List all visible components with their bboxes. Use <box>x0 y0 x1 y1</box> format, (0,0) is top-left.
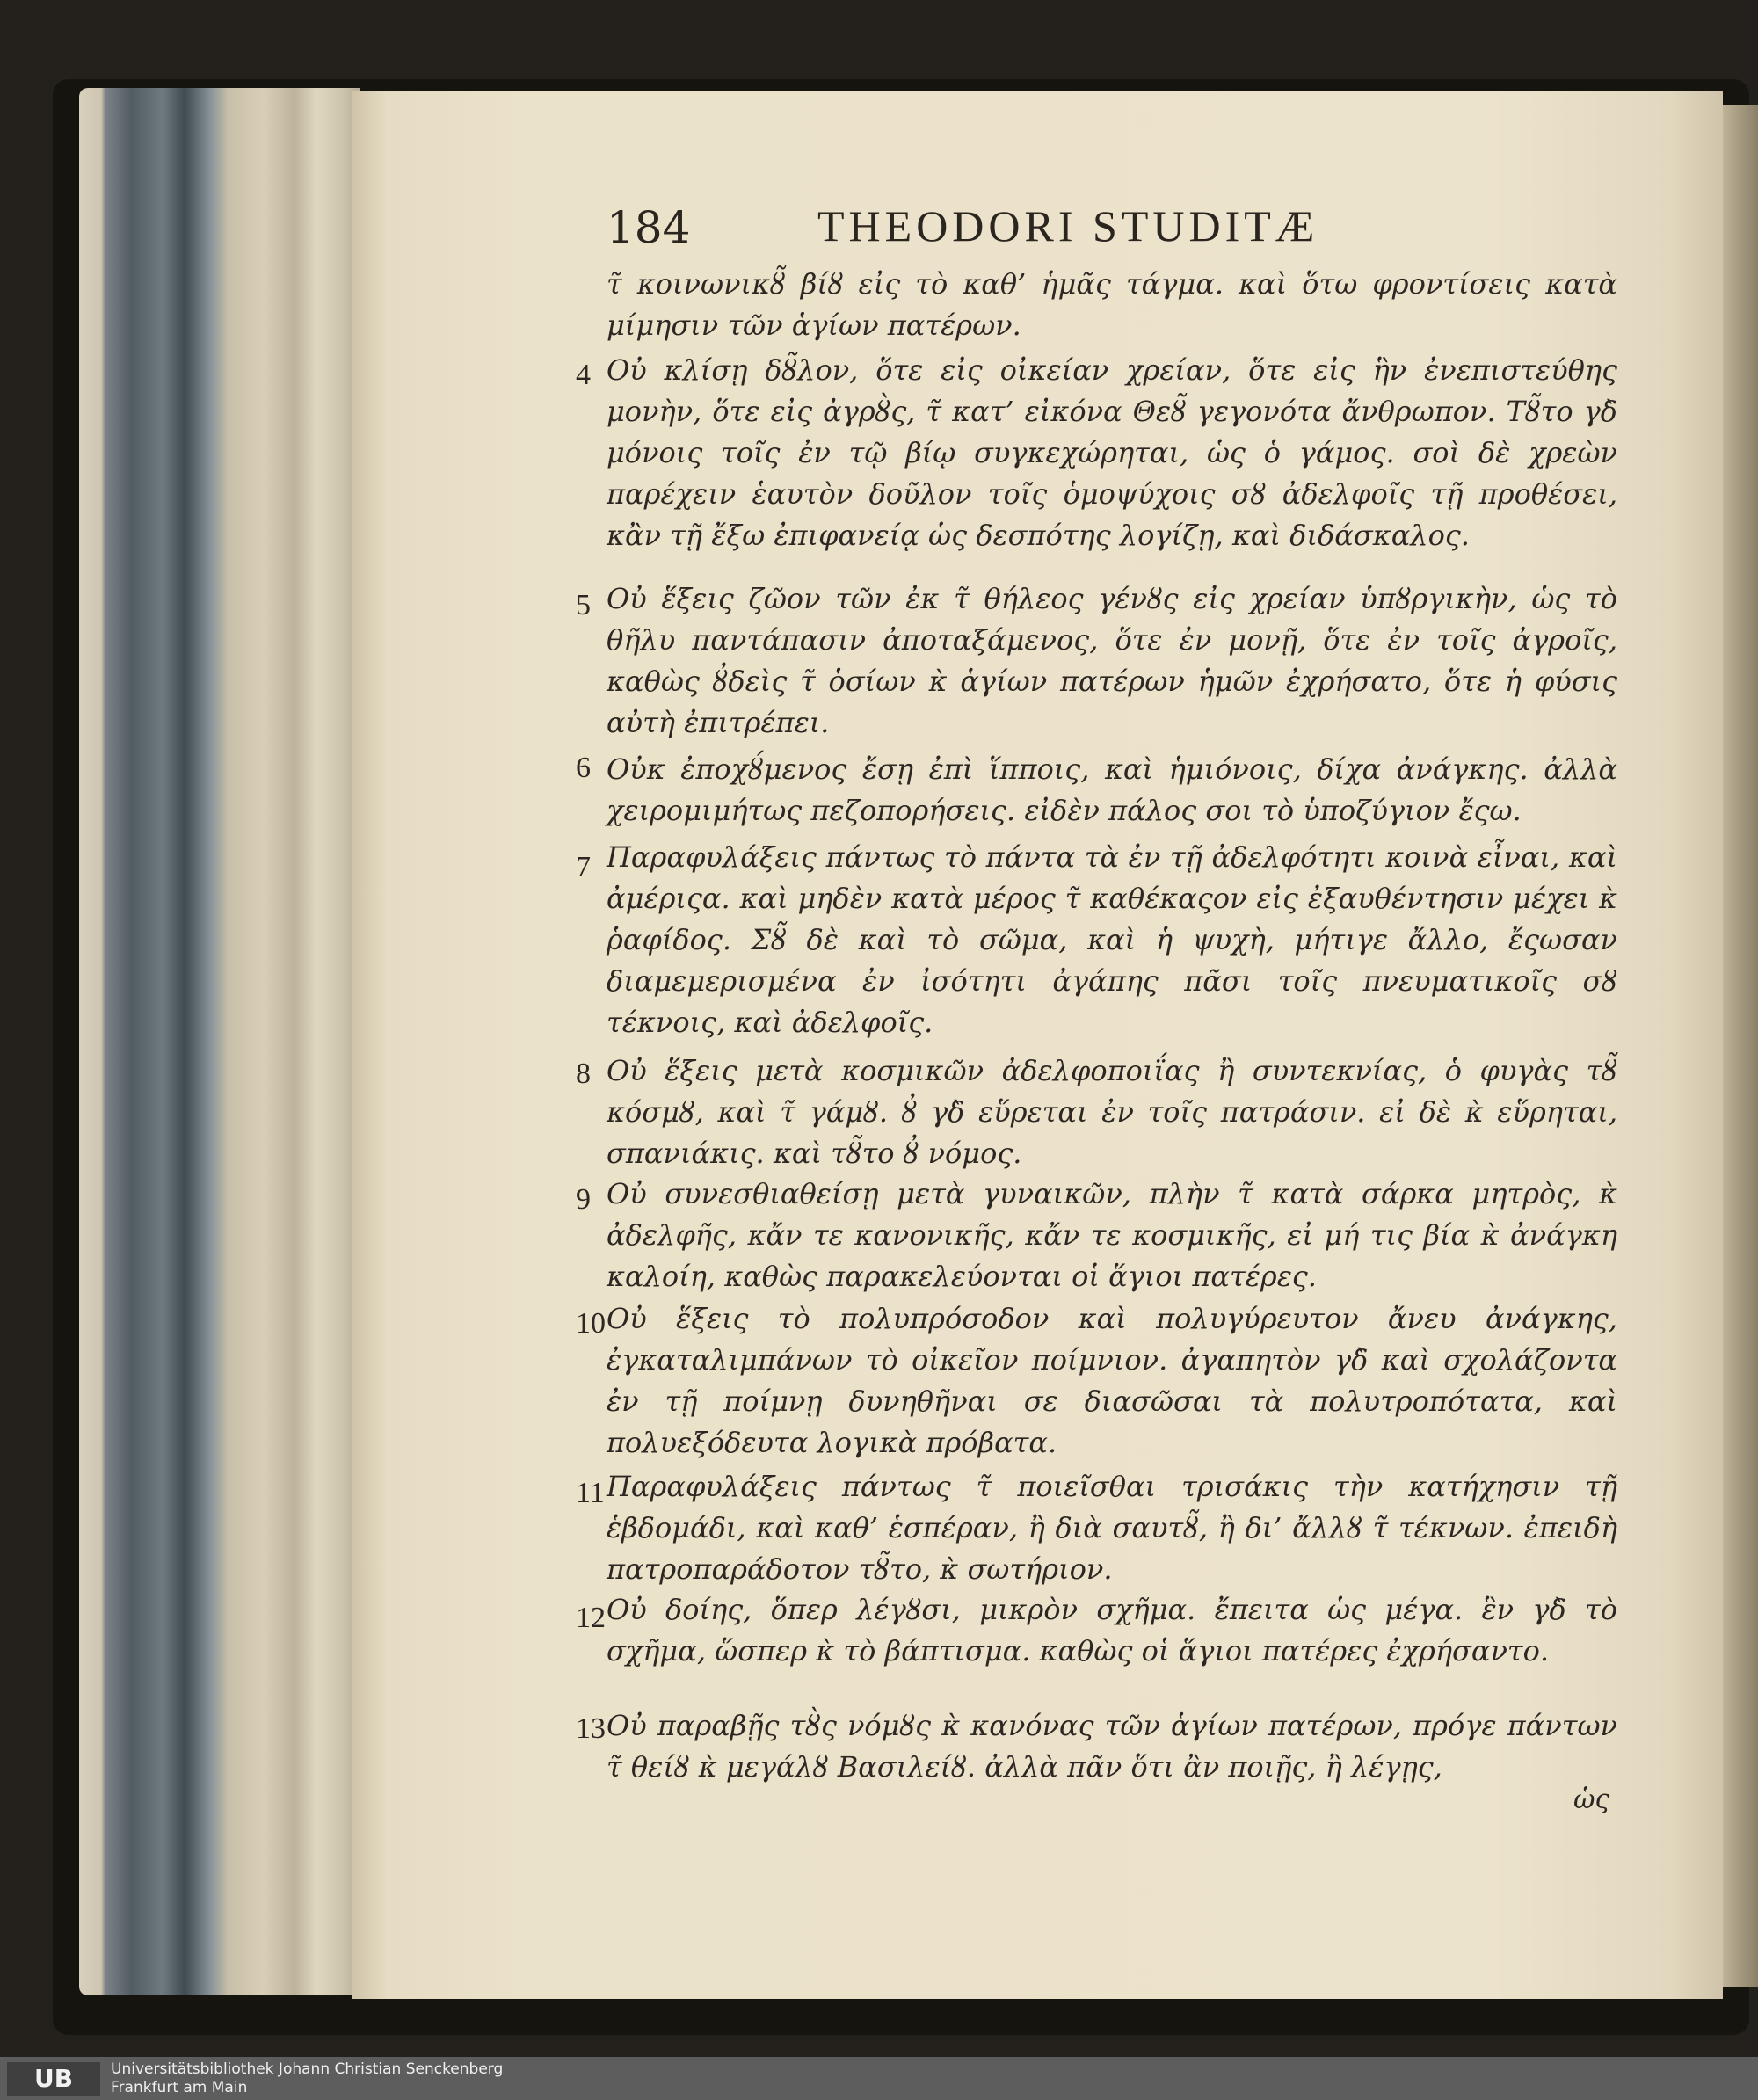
page-header <box>607 193 1661 264</box>
running-head: THEODORI STUDITÆ <box>817 201 1319 251</box>
library-footer <box>0 2057 1758 2100</box>
paragraph-number-12: 12 <box>576 1602 606 1634</box>
book-page-edges <box>79 88 360 1995</box>
paragraph-continuation: τ̃ κοινωνικȣ̃ βίȣ εἰς τὸ καθ’ ἡμᾶς τάγμα. καὶ ὅτω φροντίσεις κατὰ μίμησιν τῶν ἁγίων πατέρων. <box>607 267 1617 342</box>
paragraph-9: Οὐ συνεσθιαθείσῃ μετὰ γυναικῶν, πλὴν τ̃ κατὰ σάρκα μητρὸς, κ̀ ἀδελφῆς, κἄν τε κανονικῆς, κἄν τε κοσμικῆς, εἰ μή τις βία κ̀ ἀνάγκη καλοίη, καθὼς παρακελεύονται οἱ ἅγιοι πατέρες. <box>607 1177 1617 1293</box>
paragraph-11: Παραφυλάξεις πάντως τ̃ ποιεῖσθαι τρισάκις τὴν κατήχησιν τῇ ἑβδομάδι, καὶ καθ’ ἑσπέραν, ἢ διὰ σαυτȣ̃, ἢ δι’ ἄλλȣ τ̃ τέκνων. ἐπειδὴ πατροπαράδοτον τȣ̃το, κ̀ σωτήριον. <box>607 1470 1617 1586</box>
page-number: 184 <box>607 202 691 253</box>
paragraph-number-7: 7 <box>576 851 591 883</box>
paragraph-13: Οὐ παραβῇς τȣ̀ς νόμȣς κ̀ κανόνας τῶν ἁγίων πατέρων, πρόγε πάντων τ̃ θείȣ κ̀ μεγάλȣ Βασιλείȣ. ἀλλὰ πᾶν ὅτι ἂν ποιῇς, ἢ λέγῃς, <box>607 1709 1617 1784</box>
paragraph-number-4: 4 <box>576 359 591 391</box>
paragraph-6: Οὐκ ἐποχȣ́μενος ἔσῃ ἐπὶ ἵπποις, καὶ ἡμιόνοις, δίχα ἀνάγκης. ἀλλὰ χειρομιμήτως πεζοπορήσεις. εἰδὲν πάλος σοι τὸ ὑποζύγιον ἔςω. <box>607 752 1617 827</box>
paragraph-number-8: 8 <box>576 1057 591 1090</box>
paragraph-5: Οὐ ἕξεις ζῶον τῶν ἐκ τ̃ θήλεος γένȣς εἰς χρείαν ὑπȣργικὴν, ὡς τὸ θῆλυ παντάπασιν ἀποταξάμενος, ὅτε ἐν μονῇ, ὅτε ἐν τοῖς ἀγροῖς, καθὼς ȣ̓δεὶς τ̃ ὁσίων κ̀ ἁγίων πατέρων ἡμῶν ἐχρήσατο, ὅτε ἡ φύσις αὐτὴ ἐπιτρέπει. <box>607 582 1617 739</box>
library-location: Frankfurt am Main <box>111 2079 248 2096</box>
paragraph-8: Οὐ ἕξεις μετὰ κοσμικῶν ἀδελφοποιΐας ἢ συντεκνίας, ὁ φυγὰς τȣ̃ κόσμȣ, καὶ τ̃ γάμȣ. ȣ̓ γδ̀ εὕρεται ἐν τοῖς πατράσιν. εἰ δὲ κ̀ εὕρηται, σπανιάκις. καὶ τȣ̃το ȣ̓ νόμος. <box>607 1054 1617 1170</box>
paragraph-7: Παραφυλάξεις πάντως τὸ πάντα τὰ ἐν τῇ ἀδελφότητι κοινὰ εἶναι, καὶ ἀμέριςα. καὶ μηδὲν κατὰ μέρος τ̃ καθέκαςον εἰς ἐξαυθέντησιν μέχει κ̀ ῥαφίδος. Σȣ̃ δὲ καὶ τὸ σῶμα, καὶ ἡ ψυχὴ, μήτιγε ἄλλο, ἔςωσαν διαμεμερισμένα ἐν ἰσότητι ἀγάπης πᾶσι τοῖς πνευματικοῖς σȣ τέκνοις, καὶ ἀδελφοῖς. <box>607 840 1617 1039</box>
paragraph-number-9: 9 <box>576 1183 591 1216</box>
paragraph-number-13: 13 <box>576 1712 606 1745</box>
paragraph-number-10: 10 <box>576 1307 606 1340</box>
paragraph-4: Οὐ κλίσῃ δȣ̃λον, ὅτε εἰς οἰκείαν χρείαν, ὅτε εἰς ἣν ἐνεπιστεύθης μονὴν, ὅτε εἰς ἀγρȣ̀ς, τ̃ κατ’ εἰκόνα Θεȣ̃ γεγονότα ἄνθρωπον. Τȣ̃το γδ̀ μόνοις τοῖς ἐν τῷ βίῳ συγκεχώρηται, ὡς ὁ γάμος. σοὶ δὲ χρεὼν παρέχειν ἑαυτὸν δοῦλον τοῖς ὁμοψύχοις σȣ ἀδελφοῖς τῇ προθέσει, κἂν τῇ ἔξω ἐπιφανείᾳ ὡς δεσπότης λογίζῃ, καὶ διδάσκαλος. <box>607 353 1617 552</box>
catchword: ὡς <box>1573 1784 1610 1815</box>
paragraph-number-5: 5 <box>576 589 591 621</box>
paragraph-number-11: 11 <box>576 1477 605 1509</box>
library-name: Universitätsbibliothek Johann Christian Senckenberg <box>111 2060 504 2078</box>
paragraph-10: Οὐ ἕξεις τὸ πολυπρόσοδον καὶ πολυγύρευτον ἄνευ ἀνάγκης, ἐγκαταλιμπάνων τὸ οἰκεῖον ποίμνιον. ἀγαπητὸν γδ̀ καὶ σχολάζοντα ἐν τῇ ποίμνῃ δυνηθῆναι σε διασῶσαι τὰ πολυτροπότατα, καὶ πολυεξόδευτα λογικὰ πρόβατα. <box>607 1302 1617 1459</box>
paragraph-number-6: 6 <box>576 752 591 784</box>
library-logo[interactable]: UB <box>7 2062 100 2096</box>
paragraph-12: Οὐ δοίης, ὅπερ λέγȣσι, μικρὸν σχῆμα. ἔπειτα ὡς μέγα. ἓν γδ̀ τὸ σχῆμα, ὥσπερ κ̀ τὸ βάπτισμα. καθὼς οἱ ἅγιοι πατέρες ἐχρήσαντο. <box>607 1593 1617 1668</box>
gutter-edge <box>1723 105 1758 1987</box>
